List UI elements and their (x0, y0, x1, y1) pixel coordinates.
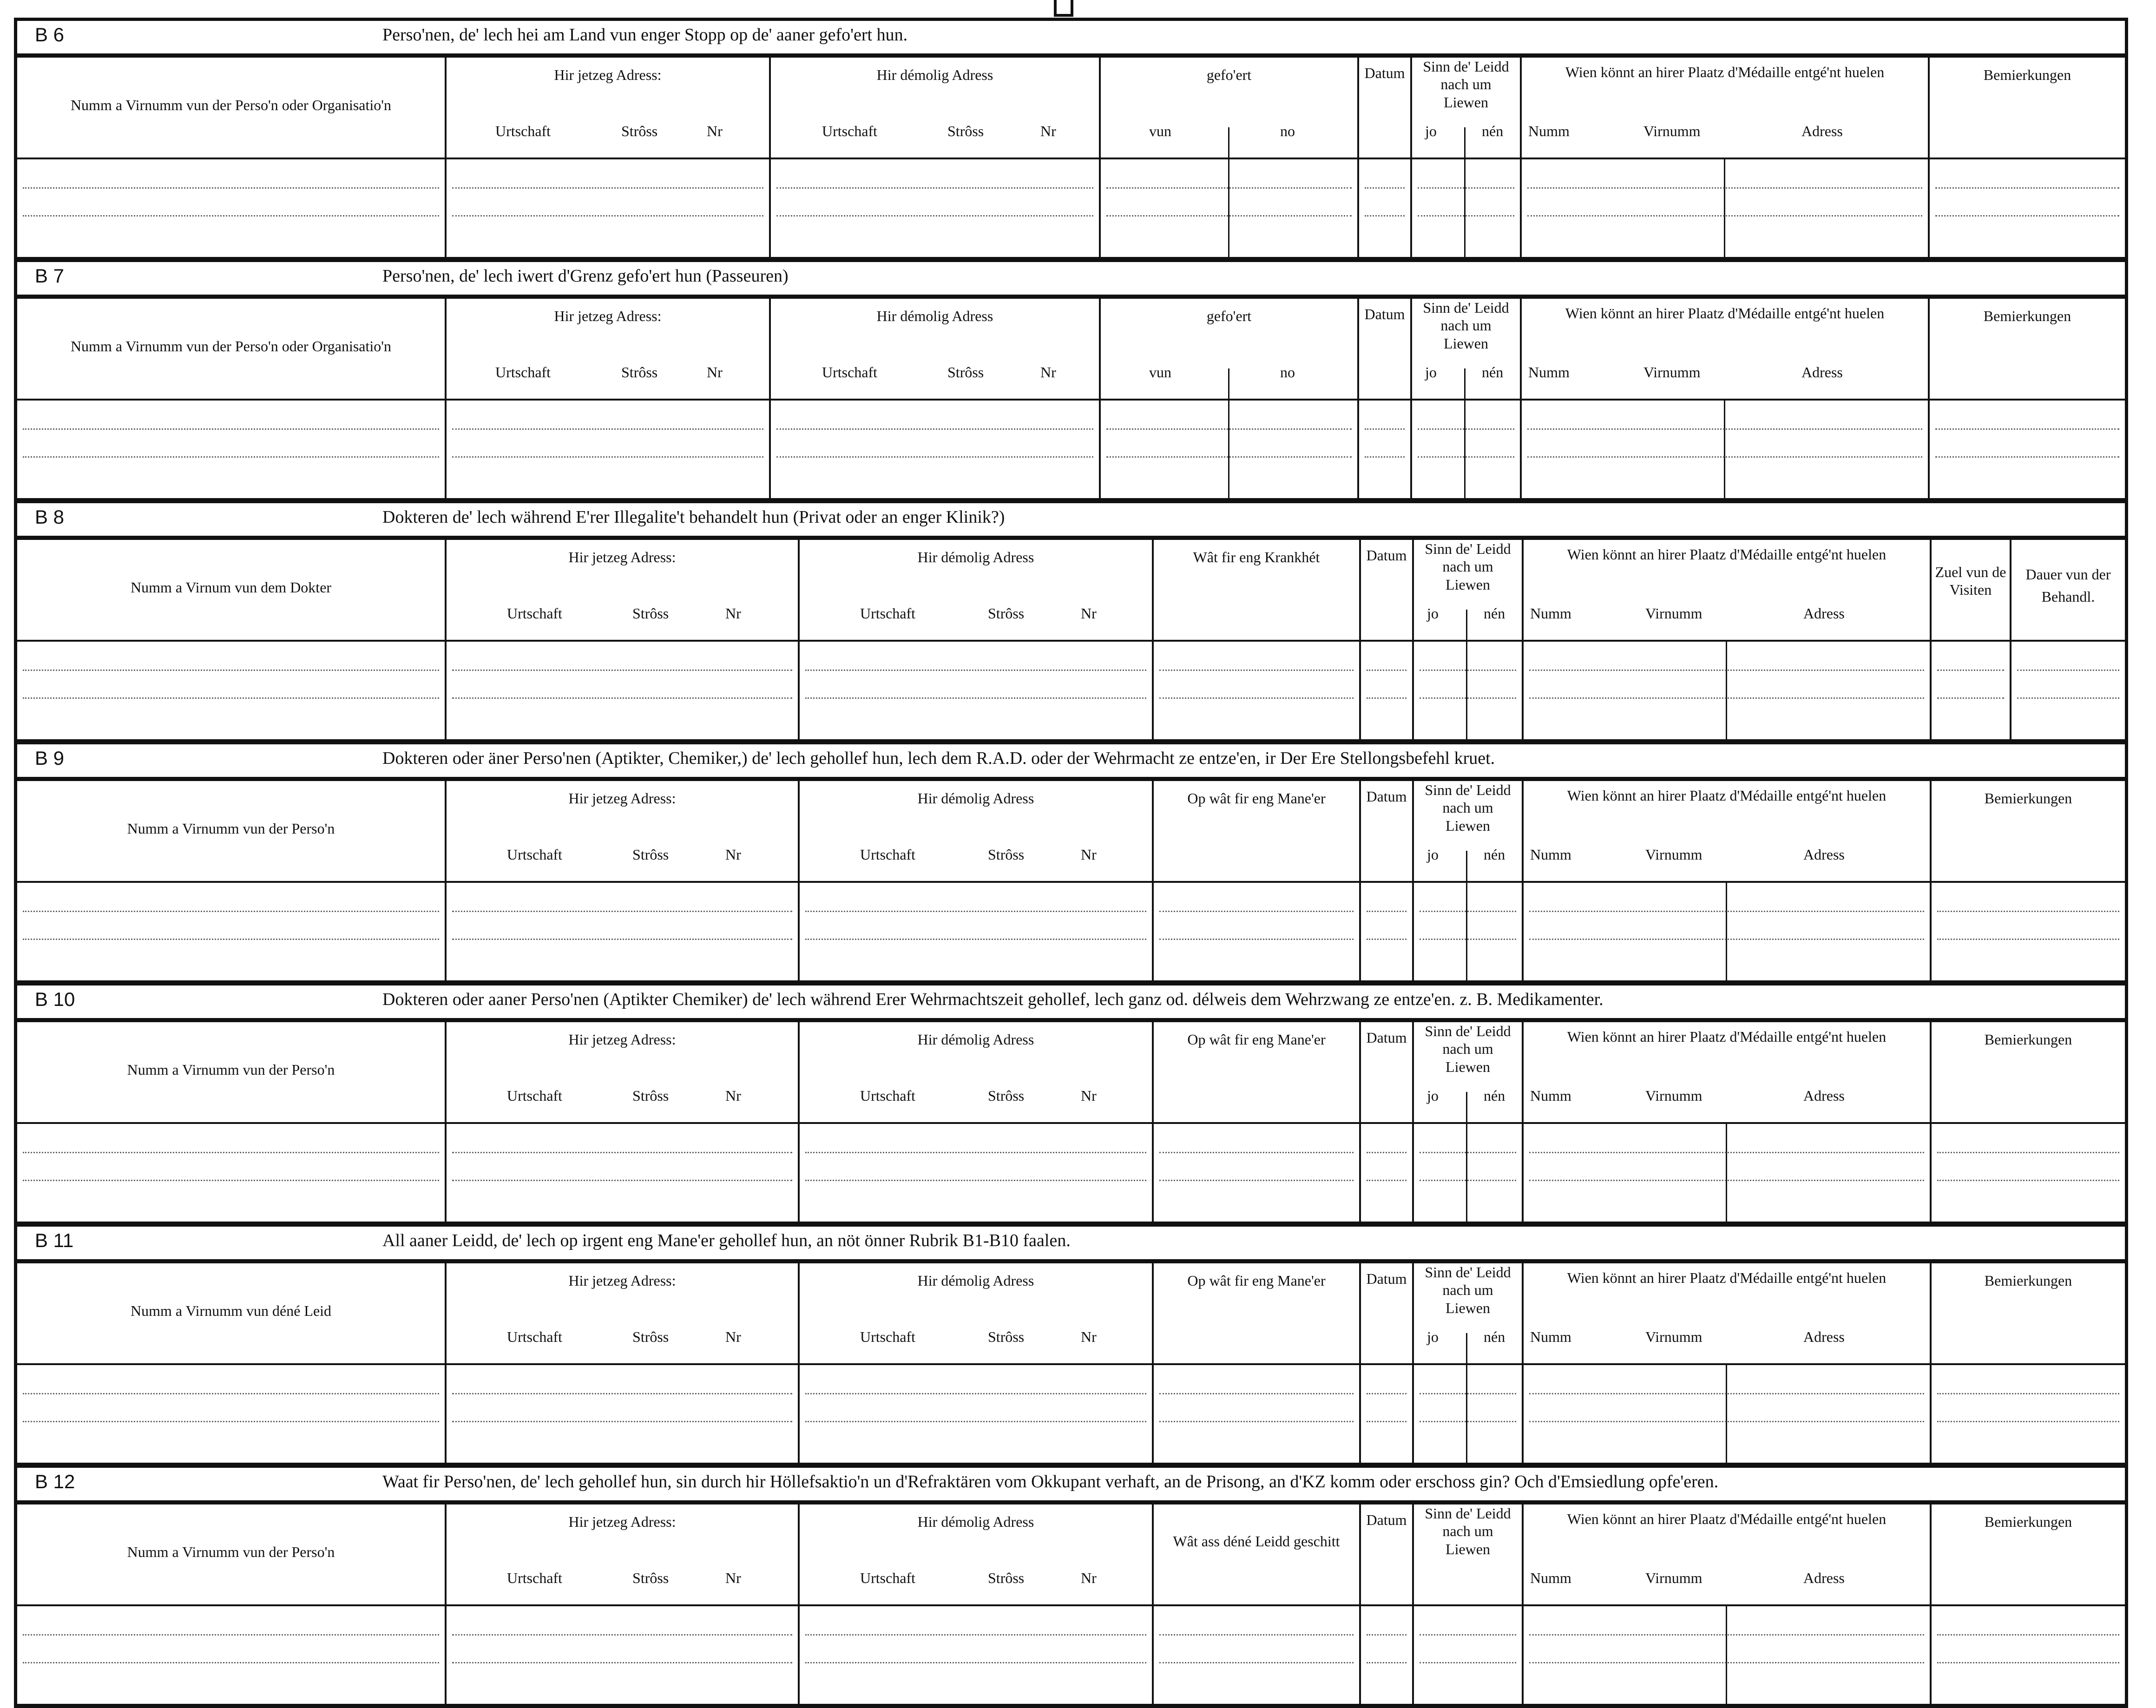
header-datum (1360, 1022, 1413, 1123)
header-datum (1360, 1504, 1413, 1605)
section-table (17, 299, 2125, 498)
jo-label: jo (1427, 1328, 1439, 1345)
entry-cell[interactable] (1931, 641, 2011, 739)
bemierkungen-label: Bemierkungen (1983, 66, 2071, 83)
entry-cell[interactable] (1929, 400, 2125, 498)
datum-label: Datum (1364, 65, 1405, 81)
virnumm-label: Virnumm (1645, 1570, 1702, 1586)
wien-label: Wien könnt an hirer Plaatz d'Médaille entgé'nt huelen (1565, 64, 1885, 80)
datum-label: Datum (1364, 306, 1405, 322)
stross-label: Strôss (988, 605, 1025, 622)
stross-label: Strôss (632, 1570, 669, 1586)
entry-cell[interactable] (1413, 882, 1523, 980)
entry-cell[interactable] (1931, 1605, 2125, 1704)
entry-cell[interactable] (1523, 1605, 1931, 1704)
name-column-label: Numm a Virnumm vun der Perso'n oder Organisatio'n (70, 97, 392, 113)
header-bemierkungen (1931, 1263, 2125, 1364)
stross-label: Strôss (947, 364, 984, 381)
section-title-bar (17, 985, 2125, 1022)
former-address-label: Hir démolig Adress (876, 308, 993, 324)
nr-label: Nr (707, 123, 723, 139)
bemierkungen-label: Bemierkungen (1984, 790, 2072, 807)
header-current-address (446, 58, 770, 158)
header-bemierkungen (1929, 58, 2125, 158)
nr-label: Nr (1081, 1087, 1097, 1104)
wien-label: Wien könnt an hirer Plaatz d'Médaille entgé'nt huelen (1567, 546, 1886, 563)
sinn-label: Sinn de' Leidd nach um Liewen (1425, 782, 1511, 834)
header-former-address (799, 1263, 1153, 1364)
op-wat-label: Op wât fir eng Mane'er (1187, 1031, 1326, 1048)
entry-cell[interactable] (1360, 1123, 1413, 1222)
virnumm-label: Virnumm (1645, 846, 1702, 863)
entry-cell[interactable] (1523, 1364, 1931, 1463)
section-title: Dokteren oder äner Perso'nen (Aptikter, Chemiker,) de' lech gehollef hun, lech dem R.A.D. oder der Wehrmacht ze entze'en, ir Der Ere Stellongsbefehl kruet. (382, 749, 1495, 768)
entry-cell[interactable] (17, 158, 446, 257)
nr-label: Nr (1081, 1570, 1097, 1586)
header-dauer (2011, 540, 2125, 641)
section-code: B 12 (35, 1471, 75, 1492)
entry-cell[interactable] (1413, 1605, 1523, 1704)
jo-label: jo (1427, 846, 1439, 863)
header-wien (1523, 1022, 1931, 1123)
entry-cell[interactable] (1360, 882, 1413, 980)
header-wien (1523, 1263, 1931, 1364)
wien-label: Wien könnt an hirer Plaatz d'Médaille entgé'nt huelen (1567, 1028, 1886, 1045)
header-gefoert (1100, 299, 1358, 400)
op-wat-label: Op wât fir eng Mane'er (1187, 790, 1326, 807)
header-current-address (446, 299, 770, 400)
stross-label: Strôss (988, 1328, 1025, 1345)
datum-label: Datum (1366, 1511, 1407, 1528)
urtschaft-label: Urtschaft (495, 123, 551, 139)
header-op-wat (1153, 1022, 1360, 1123)
datum-label: Datum (1366, 788, 1407, 805)
urtschaft-label: Urtschaft (860, 846, 916, 863)
section-table (17, 1022, 2125, 1222)
stross-label: Strôss (947, 123, 984, 139)
entry-cell[interactable] (1411, 158, 1521, 257)
section-b6 (17, 21, 2125, 257)
section-code: B 7 (35, 265, 65, 287)
former-address-label: Hir démolig Adress (917, 549, 1034, 565)
nr-label: Nr (1081, 1328, 1097, 1345)
entry-cell[interactable] (1931, 1364, 2125, 1463)
numm-label: Numm (1530, 1087, 1571, 1104)
entry-cell[interactable] (1931, 882, 2125, 980)
wat-ass-label: Wât ass déné Leidd geschitt (1173, 1533, 1340, 1550)
entry-cell[interactable] (446, 400, 770, 498)
stross-label: Strôss (632, 1087, 669, 1104)
header-current-address (446, 1022, 799, 1123)
former-address-label: Hir démolig Adress (917, 1272, 1034, 1289)
section-b12 (17, 1463, 2125, 1704)
entry-cell[interactable] (1521, 400, 1929, 498)
nr-label: Nr (1081, 846, 1097, 863)
nr-label: Nr (1081, 605, 1097, 622)
stross-label: Strôss (632, 1328, 669, 1345)
entry-cell[interactable] (1413, 1123, 1523, 1222)
header-sinn (1413, 1504, 1523, 1605)
bemierkungen-label: Bemierkungen (1983, 308, 2071, 324)
datum-label: Datum (1366, 1270, 1407, 1287)
dauer-label: Dauer vun der Behandl. (2025, 566, 2111, 605)
virnumm-label: Virnumm (1643, 364, 1701, 381)
urtschaft-label: Urtschaft (507, 605, 563, 622)
entry-cell[interactable] (1360, 1364, 1413, 1463)
entry-cell[interactable] (2011, 641, 2125, 739)
nr-label: Nr (1040, 364, 1056, 381)
name-column-label: Numm a Virnumm vun der Perso'n (127, 1544, 335, 1560)
header-current-address (446, 1263, 799, 1364)
datum-label: Datum (1366, 547, 1407, 564)
entry-cell[interactable] (17, 1605, 446, 1704)
stross-label: Strôss (621, 364, 658, 381)
header-datum (1360, 781, 1413, 882)
nr-label: Nr (725, 846, 741, 863)
urtschaft-label: Urtschaft (507, 1087, 563, 1104)
header-former-address (799, 1504, 1153, 1605)
entry-cell[interactable] (446, 882, 799, 980)
entry-cell[interactable] (1929, 158, 2125, 257)
former-address-label: Hir démolig Adress (917, 790, 1034, 807)
nen-label: nén (1484, 1328, 1505, 1345)
urtschaft-label: Urtschaft (860, 605, 916, 622)
header-former-address (770, 58, 1100, 158)
nr-label: Nr (725, 1570, 741, 1586)
top-edge-mark (1054, 0, 1073, 17)
former-address-label: Hir démolig Adress (876, 66, 993, 83)
entry-cell[interactable] (446, 641, 799, 739)
adress-label: Adress (1801, 123, 1843, 139)
header-gefoert (1100, 58, 1358, 158)
section-b11 (17, 1222, 2125, 1463)
adress-label: Adress (1803, 1328, 1845, 1345)
entry-cell[interactable] (17, 1364, 446, 1463)
entry-cell[interactable] (17, 1123, 446, 1222)
section-table (17, 1504, 2125, 1704)
urtschaft-label: Urtschaft (822, 364, 878, 381)
section-title: Dokteren oder aaner Perso'nen (Aptikter Chemiker) de' lech während Erer Wehrmachtszeit gehollef, lech ganz od. délweis dem Wehrzwang ze entze'en. z. B. Medikamenter. (382, 990, 1604, 1009)
nr-label: Nr (725, 1087, 741, 1104)
section-title: All aaner Leidd, de' lech op irgent eng Mane'er gehollef hun, an nöt önner Rubrik B1-B10 faalen. (382, 1231, 1071, 1250)
op-wat-label: Op wât fir eng Mane'er (1187, 1272, 1326, 1289)
header-bemierkungen (1931, 781, 2125, 882)
adress-label: Adress (1803, 605, 1845, 622)
header-wien (1523, 540, 1931, 641)
header-sinn (1411, 58, 1521, 158)
entry-cell[interactable] (1523, 641, 1931, 739)
no-label: no (1280, 123, 1295, 139)
header-datum (1360, 540, 1413, 641)
current-address-label: Hir jetzeg Adress: (568, 1272, 676, 1289)
adress-label: Adress (1803, 846, 1845, 863)
current-address-label: Hir jetzeg Adress: (554, 308, 662, 324)
sinn-label: Sinn de' Leidd nach um Liewen (1425, 1264, 1511, 1316)
entry-cell[interactable] (1413, 1364, 1523, 1463)
urtschaft-label: Urtschaft (822, 123, 878, 139)
split-line (1466, 851, 1467, 881)
nr-label: Nr (725, 605, 741, 622)
entry-cell[interactable] (1360, 1605, 1413, 1704)
entry-cell[interactable] (17, 882, 446, 980)
numm-label: Numm (1530, 1570, 1571, 1586)
entry-cell[interactable] (799, 641, 1153, 739)
gefoert-label: gefo'ert (1206, 66, 1252, 83)
entry-cell[interactable] (1523, 882, 1931, 980)
header-bemierkungen (1931, 1022, 2125, 1123)
virnumm-label: Virnumm (1645, 605, 1702, 622)
urtschaft-label: Urtschaft (507, 1570, 563, 1586)
entry-cell[interactable] (1153, 1123, 1360, 1222)
bemierkungen-label: Bemierkungen (1984, 1031, 2072, 1048)
header-current-address (446, 1504, 799, 1605)
jo-label: jo (1425, 123, 1437, 139)
section-code: B 11 (35, 1229, 74, 1251)
no-label: no (1280, 364, 1295, 381)
entry-cell[interactable] (446, 1605, 799, 1704)
urtschaft-label: Urtschaft (860, 1328, 916, 1345)
header-sinn (1413, 1022, 1523, 1123)
section-code: B 9 (35, 747, 65, 769)
header-sinn (1413, 540, 1523, 641)
entry-cell[interactable] (799, 1605, 1153, 1704)
header-name (17, 1263, 446, 1364)
section-title-bar (17, 1468, 2125, 1504)
entry-cell[interactable] (1153, 882, 1360, 980)
name-column-label: Numm a Virnum vun dem Dokter (130, 579, 332, 596)
entry-cell[interactable] (770, 158, 1100, 257)
entry-cell[interactable] (1153, 1605, 1360, 1704)
entry-cell[interactable] (1153, 1364, 1360, 1463)
entry-cell[interactable] (1523, 1123, 1931, 1222)
section-code: B 10 (35, 988, 75, 1010)
header-former-address (770, 299, 1100, 400)
header-wat-ass (1153, 1504, 1360, 1605)
numm-label: Numm (1530, 605, 1571, 622)
section-table (17, 540, 2125, 739)
numm-label: Numm (1528, 123, 1570, 139)
entry-cell[interactable] (17, 641, 446, 739)
header-krankhet (1153, 540, 1360, 641)
header-bemierkungen (1929, 299, 2125, 400)
former-address-label: Hir démolig Adress (917, 1031, 1034, 1048)
name-column-label: Numm a Virnumm vun der Perso'n (127, 820, 335, 837)
header-current-address (446, 540, 799, 641)
header-name (17, 1022, 446, 1123)
stross-label: Strôss (988, 1570, 1025, 1586)
datum-label: Datum (1366, 1029, 1407, 1046)
header-wien (1523, 781, 1931, 882)
nen-label: nén (1482, 364, 1504, 381)
stross-label: Strôss (988, 1087, 1025, 1104)
section-title-bar (17, 1227, 2125, 1263)
jo-label: jo (1427, 605, 1439, 622)
jo-label: jo (1427, 1087, 1439, 1104)
sinn-label: Sinn de' Leidd nach um Liewen (1425, 1023, 1511, 1075)
header-name (17, 540, 446, 641)
split-line (1464, 368, 1466, 399)
virnumm-label: Virnumm (1643, 123, 1701, 139)
current-address-label: Hir jetzeg Adress: (568, 549, 676, 565)
gefoert-label: gefo'ert (1206, 308, 1252, 324)
nr-label: Nr (707, 364, 723, 381)
bemierkungen-label: Bemierkungen (1984, 1513, 2072, 1530)
stross-label: Strôss (988, 846, 1025, 863)
urtschaft-label: Urtschaft (507, 1328, 563, 1345)
adress-label: Adress (1801, 364, 1843, 381)
sinn-label: Sinn de' Leidd nach um Liewen (1425, 1505, 1511, 1557)
entry-cell[interactable] (1411, 400, 1521, 498)
header-sinn (1411, 299, 1521, 400)
header-datum (1358, 58, 1411, 158)
header-wien (1521, 58, 1929, 158)
section-title: Perso'nen, de' lech hei am Land vun enger Stopp op de' aaner gefo'ert hun. (382, 25, 908, 45)
header-name (17, 1504, 446, 1605)
adress-label: Adress (1803, 1087, 1845, 1104)
section-title: Perso'nen, de' lech iwert d'Grenz gefo'ert hun (Passeuren) (382, 266, 789, 286)
section-title-bar (17, 262, 2125, 299)
numm-label: Numm (1530, 846, 1571, 863)
sinn-label: Sinn de' Leidd nach um Liewen (1423, 58, 1509, 111)
wien-label: Wien könnt an hirer Plaatz d'Médaille entgé'nt huelen (1565, 305, 1885, 322)
vun-label: vun (1149, 123, 1171, 139)
entry-cell[interactable] (799, 882, 1153, 980)
section-title-bar (17, 503, 2125, 540)
nen-label: nén (1484, 1087, 1505, 1104)
nr-label: Nr (725, 1328, 741, 1345)
entry-cell[interactable] (1413, 641, 1523, 739)
header-op-wat (1153, 1263, 1360, 1364)
section-code: B 6 (35, 24, 65, 46)
split-line (1466, 610, 1467, 640)
vun-label: vun (1149, 364, 1171, 381)
header-datum (1360, 1263, 1413, 1364)
numm-label: Numm (1530, 1328, 1571, 1345)
entry-cell[interactable] (446, 158, 770, 257)
entry-cell[interactable] (17, 400, 446, 498)
section-title-bar (17, 21, 2125, 58)
entry-cell[interactable] (1521, 158, 1929, 257)
current-address-label: Hir jetzeg Adress: (568, 790, 676, 807)
jo-label: jo (1425, 364, 1437, 381)
nen-label: nén (1484, 605, 1505, 622)
header-sinn (1413, 1263, 1523, 1364)
header-zuel (1931, 540, 2011, 641)
wien-label: Wien könnt an hirer Plaatz d'Médaille entgé'nt huelen (1567, 1269, 1886, 1286)
name-column-label: Numm a Virnumm vun déné Leid (130, 1302, 332, 1319)
section-title-bar (17, 744, 2125, 781)
split-line (1228, 368, 1229, 399)
urtschaft-label: Urtschaft (860, 1087, 916, 1104)
urtschaft-label: Urtschaft (495, 364, 551, 381)
wien-label: Wien könnt an hirer Plaatz d'Médaille entgé'nt huelen (1567, 1511, 1886, 1527)
entry-cell[interactable] (446, 1364, 799, 1463)
urtschaft-label: Urtschaft (507, 846, 563, 863)
header-bemierkungen (1931, 1504, 2125, 1605)
header-former-address (799, 540, 1153, 641)
header-op-wat (1153, 781, 1360, 882)
section-b10 (17, 980, 2125, 1222)
nen-label: nén (1484, 846, 1505, 863)
header-wien (1521, 299, 1929, 400)
nr-label: Nr (1040, 123, 1056, 139)
split-line (1228, 127, 1229, 158)
section-table (17, 1263, 2125, 1463)
entry-cell[interactable] (1153, 641, 1360, 739)
entry-cell[interactable] (799, 1123, 1153, 1222)
section-title: Dokteren de' lech während E'rer Illegalite't behandelt hun (Privat oder an enger Klinik?) (382, 507, 1005, 527)
form-sheet (14, 18, 2128, 1708)
entry-cell[interactable] (799, 1364, 1153, 1463)
header-name (17, 299, 446, 400)
section-b8 (17, 498, 2125, 739)
header-sinn (1413, 781, 1523, 882)
section-table (17, 58, 2125, 257)
section-title: Waat fir Perso'nen, de' lech gehollef hun, sin durch hir Höllefsaktio'n un d'Refraktären vom Okkupant verhaft, an de Prisong, an d'KZ komm oder erschoss gin? Och d'Emsiedlung opfe'eren. (382, 1472, 1719, 1491)
section-table (17, 781, 2125, 980)
section-b9 (17, 739, 2125, 980)
entry-cell[interactable] (770, 400, 1100, 498)
stross-label: Strôss (632, 846, 669, 863)
name-column-label: Numm a Virnumm vun der Perso'n oder Organisatio'n (70, 338, 392, 355)
section-b7 (17, 257, 2125, 498)
header-name (17, 58, 446, 158)
split-line (1466, 1092, 1467, 1122)
entry-cell[interactable] (1931, 1123, 2125, 1222)
virnumm-label: Virnumm (1645, 1087, 1702, 1104)
sinn-label: Sinn de' Leidd nach um Liewen (1425, 540, 1511, 593)
stross-label: Strôss (632, 605, 669, 622)
zuel-label: Zuel vun de Visiten (1935, 564, 2006, 598)
numm-label: Numm (1528, 364, 1570, 381)
entry-cell[interactable] (1100, 400, 1358, 498)
entry-cell[interactable] (1360, 641, 1413, 739)
header-wien (1523, 1504, 1931, 1605)
virnumm-label: Virnumm (1645, 1328, 1702, 1345)
current-address-label: Hir jetzeg Adress: (568, 1031, 676, 1048)
current-address-label: Hir jetzeg Adress: (568, 1513, 676, 1530)
header-datum (1358, 299, 1411, 400)
name-column-label: Numm a Virnumm vun der Perso'n (127, 1061, 335, 1078)
urtschaft-label: Urtschaft (860, 1570, 916, 1586)
section-code: B 8 (35, 506, 65, 528)
split-line (1464, 127, 1466, 158)
bemierkungen-label: Bemierkungen (1984, 1272, 2072, 1289)
wien-label: Wien könnt an hirer Plaatz d'Médaille entgé'nt huelen (1567, 787, 1886, 804)
entry-cell[interactable] (1358, 158, 1411, 257)
header-name (17, 781, 446, 882)
adress-label: Adress (1803, 1570, 1845, 1586)
stross-label: Strôss (621, 123, 658, 139)
nen-label: nén (1482, 123, 1504, 139)
header-current-address (446, 781, 799, 882)
current-address-label: Hir jetzeg Adress: (554, 66, 662, 83)
entry-cell[interactable] (446, 1123, 799, 1222)
entry-cell[interactable] (1358, 400, 1411, 498)
header-former-address (799, 781, 1153, 882)
former-address-label: Hir démolig Adress (917, 1513, 1034, 1530)
entry-cell[interactable] (1100, 158, 1358, 257)
sinn-label: Sinn de' Leidd nach um Liewen (1423, 299, 1509, 352)
krankhet-label: Wât fir eng Krankhét (1193, 549, 1320, 565)
header-former-address (799, 1022, 1153, 1123)
split-line (1466, 1333, 1467, 1363)
